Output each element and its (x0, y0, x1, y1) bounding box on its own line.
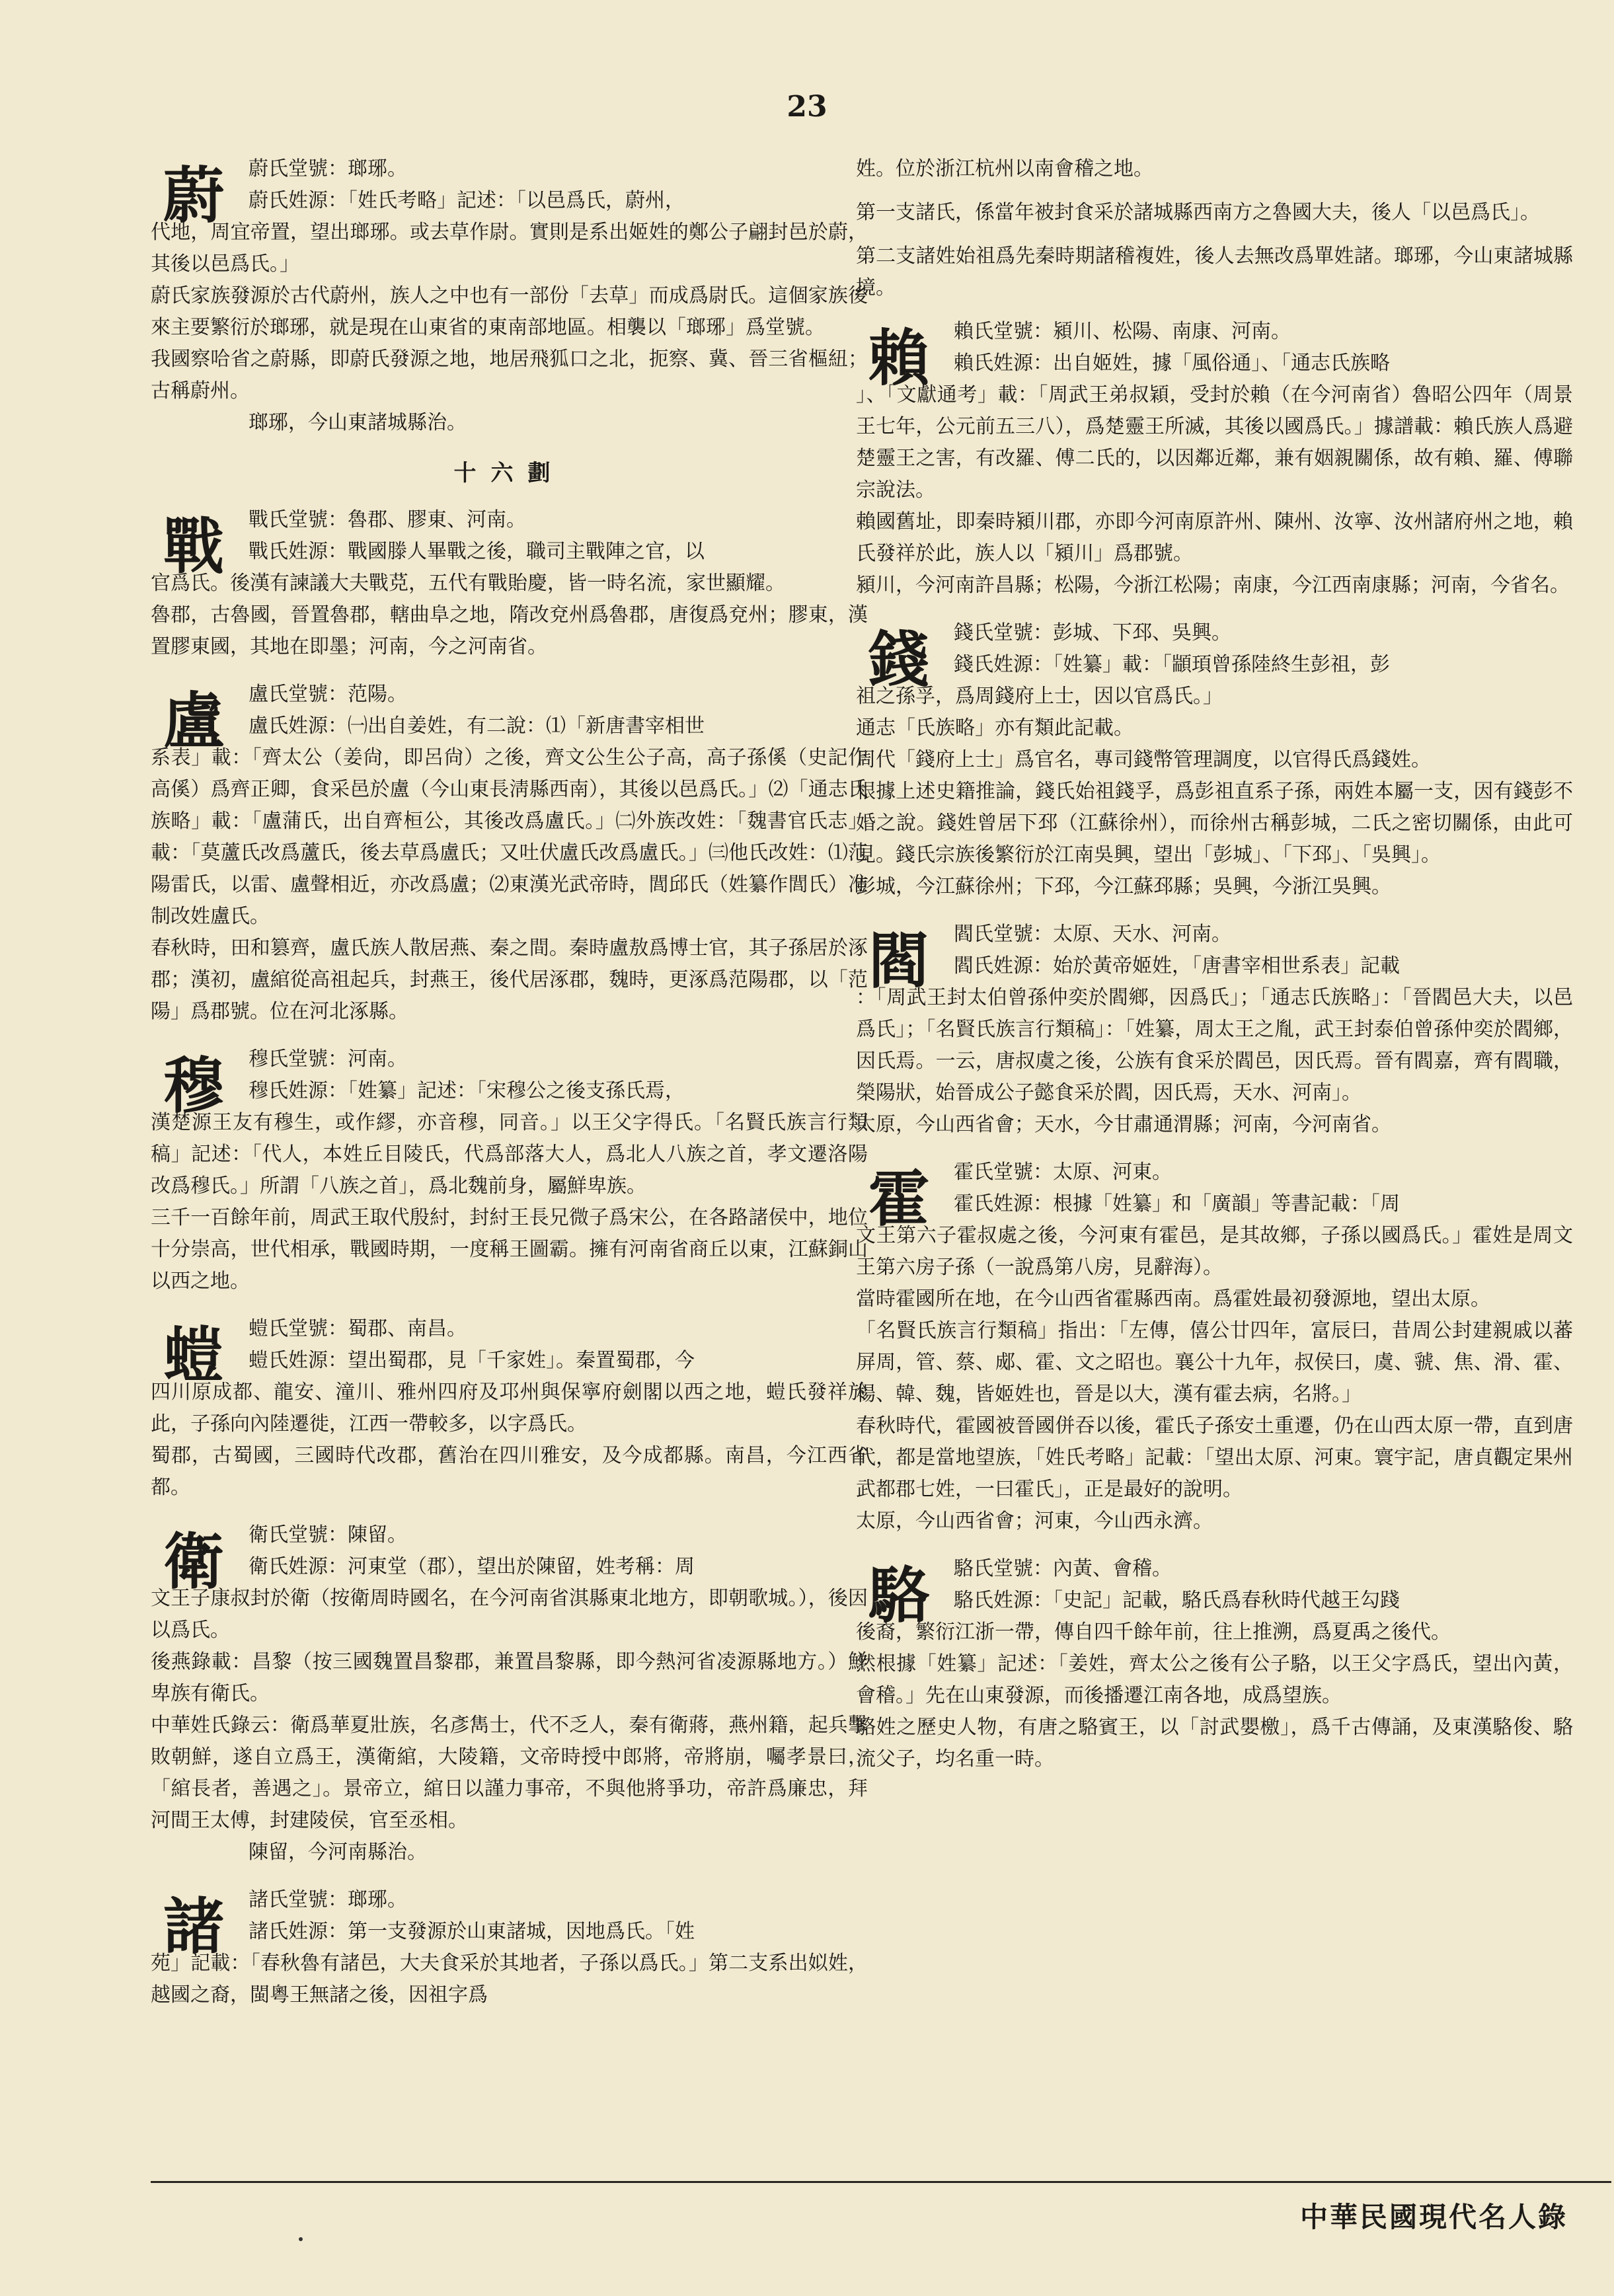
entry-line: 衛氏姓源：河東堂（郡），望出於陳留，姓考稱：周 (249, 1555, 695, 1578)
entry-line: 盧氏堂號：范陽。 (249, 683, 407, 706)
entry-line: 駱氏堂號：內黃、會稽。 (954, 1557, 1172, 1580)
entry-line: 霍氏堂號：太原、河東。 (954, 1161, 1172, 1184)
entry-line: 春秋時，田和篡齊，盧氏族人散居燕、秦之間。秦時盧敖爲博士官，其子孫居於涿郡；漢初，盧綰從高祖起兵，封燕王，後代居涿郡，魏時，更涿爲范陽郡，以「范陽」爲郡號。位在河北涿縣。 (151, 937, 868, 1023)
entry-line: 通志「氏族略」亦有類此記載。 (856, 716, 1134, 740)
entry-line: 我國察哈省之蔚縣，即蔚氏發源之地，地居飛狐口之北，扼察、冀、晉三省樞紐；古稱蔚州。 (151, 348, 868, 402)
entry-line: 陳留，今河南縣治。 (249, 1841, 427, 1864)
footer-title: 中華民國現代名人錄 (1299, 2201, 1568, 2233)
entry-line: 代地，周宜帝置，望出瑯琊。或去草作尉。實則是系出姬姓的鄭公子翩封邑於蔚，其後以邑爲氏。」 (151, 221, 868, 276)
entry-line: 閻氏姓源：始於黃帝姬姓，「唐書宰相世系表」記載 (954, 954, 1400, 977)
section-heading: 十六劃 (453, 460, 565, 486)
entry-line: 後裔，繁衍江浙一帶，傳自四千餘年前，往上推溯，爲夏禹之後代。 (856, 1621, 1451, 1644)
entry-line: 後燕錄載：昌黎（按三國魏置昌黎郡，兼置昌黎縣，即今熱河省凌源縣地方。）鮮卑族有衛氏。 (151, 1650, 868, 1705)
surname-character: 賴 (868, 323, 929, 394)
entry-line: 螘氏姓源：望出蜀郡，見「千家姓」。秦置蜀郡，今 (249, 1349, 695, 1372)
entry-line: 穆氏堂號：河南。 (249, 1048, 407, 1071)
entry-line: 賴氏堂號：潁川、松陽、南康、河南。 (954, 320, 1291, 343)
surname-entry-zhu (151, 1884, 868, 2011)
entry-line: 穆氏姓源：「姓纂」記述：「宋穆公之後支孫氏焉， (249, 1079, 685, 1102)
surname-entry-qian (856, 617, 1573, 903)
surname-entry-wei-2 (151, 1519, 868, 1868)
entry-line: 錢氏堂號：彭城、下邳、吳興。 (954, 621, 1231, 644)
entry-line: 螘氏堂號：蜀郡、南昌。 (249, 1317, 467, 1340)
entry-line: 官爲氏。後漢有諫議大夫戰莌，五代有戰貽慶，皆一時名流，家世顯耀。 (151, 572, 785, 595)
surname-entry-mu (151, 1044, 868, 1297)
surname-character: 盧 (163, 685, 224, 757)
surname-entry-zhan (151, 504, 868, 663)
entry-line: 戰氏堂號：魯郡、膠東、河南。 (249, 508, 526, 531)
entry-line: 諸氏堂號：瑯琊。 (249, 1888, 407, 1911)
surname-character: 諸 (163, 1891, 224, 1962)
entry-line: 中華姓氏錄云：衛爲華夏壯族，名彥雋士，代不乏人，秦有衛蔣，燕州籍，起兵擊敗朝鮮，遂自立爲王，漢衛綰，大陵籍，文帝時授中郎將，帝將崩，囑孝景曰，「綰長者，善遇之」。景帝立，綰日以謹力事帝，不與他將爭功，帝許爲廉忠，拜河間王太傅，封建陵侯，官至丞相。 (151, 1714, 868, 1832)
entry-line: 諸氏姓源：第一支發源於山東諸城，因地爲氏。「姓 (249, 1920, 695, 1943)
entry-line: 魯郡，古魯國，晉置魯郡，轄曲阜之地，隋改兗州爲魯郡，唐復爲兗州；膠東，漢置膠東國，其地在即墨；河南，今之河南省。 (151, 603, 868, 658)
surname-entry-lu (151, 679, 868, 1028)
entry-line: 蔚氏家族發源於古代蔚州，族人之中也有一部份「去草」而成爲尉氏。這個家族後來主要繁衍於瑯琊，就是現在山東省的東南部地區。相襲以「瑯琊」爲堂號。 (151, 284, 868, 339)
entry-line: ：「周武王封太伯曾孫仲奕於閻鄉，因爲氏」；「通志氏族略」：「晉閻邑大夫，以邑爲氏」；「名賢氏族言行類稿」：「姓纂，周太王之胤，武王封泰伯曾孫仲奕於閻鄉，因氏焉。一云，唐叔虞之後，公族有食采於閻邑，因氏焉。晉有閻嘉，齊有閻職，榮陽狀，始晉成公子懿食采於閻，因氏焉，天水、河南」。 (856, 986, 1573, 1104)
surname-entry-huo (856, 1157, 1573, 1537)
surname-character: 螘 (163, 1320, 224, 1391)
entry-line: 文王第六子霍叔處之後，今河東有霍邑，是其故鄉，子孫以國爲氏。」霍姓是周文王第六房子孫（一說爲第八房，見辭海）。 (856, 1224, 1573, 1279)
entry-line: 周代「錢府上士」爲官名，專司錢幣管理調度，以官得氏爲錢姓。 (856, 748, 1431, 771)
surname-character: 錢 (868, 624, 929, 695)
surname-entry-wei (151, 153, 868, 439)
entry-line: 閻氏堂號：太原、天水、河南。 (954, 923, 1231, 946)
entry-line: 駱姓之歷史人物，有唐之駱賓王，以「討武嬰檄」，爲千古傳誦，及東漢駱俊、駱流父子，均名重一時。 (856, 1716, 1573, 1771)
entry-line: 文王子康叔封於衛（按衛周時國名，在今河南省淇縣東北地方，即朝歌城。），後因以爲氏。 (151, 1587, 868, 1642)
entry-line: 三千一百餘年前，周武王取代殷紂，封紂王長兄微子爲宋公，在各路諸侯中，地位十分崇高，世代相承，戰國時期，一度稱王圖霸。擁有河南省商丘以東，江蘇銅山以西之地。 (151, 1206, 868, 1293)
entry-line: 祖之孫孚，爲周錢府上士，因以官爲氏。」 (856, 685, 1223, 708)
entry-line: 賴國舊址，即秦時潁川郡，亦即今河南原許州、陳州、汝寧、汝州諸府州之地，賴氏發祥於此，族人以「潁川」爲郡號。 (856, 510, 1573, 565)
entry-line: 彭城，今江蘇徐州；下邳，今江蘇邳縣；吳興，今浙江吳興。 (856, 875, 1391, 898)
surname-entry-yi (151, 1313, 868, 1504)
entry-line: 四川原成都、龍安、潼川、雅州四府及邛州與保寧府劍閣以西之地，螘氏發祥於此，子孫向內陸遷徙，江西一帶較多，以字爲氏。 (151, 1381, 868, 1435)
entry-line: 「名賢氏族言行類稿」指出：「左傳，僖公廿四年，富辰曰，昔周公封建親戚以蕃屏周，管、蔡、郕、霍、文之昭也。襄公十九年，叔侯曰，虞、虢、焦、滑、霍、楊、韓、魏，皆姬姓也，晉是以大，漢有霍去病，名將。」 (856, 1319, 1573, 1406)
entry-line: 駱氏姓源：「史記」記載，駱氏爲春秋時代越王勾踐 (954, 1589, 1400, 1612)
surname-character: 戰 (163, 511, 224, 582)
left-column (151, 153, 868, 2027)
surname-character: 衛 (163, 1526, 224, 1597)
entry-line: 太原，今山西省會；河東，今山西永濟。 (856, 1510, 1213, 1533)
entry-line: 蔚氏姓源：「姓氏考略」記述：「以邑爲氏，蔚州， (249, 189, 685, 212)
entry-line: 霍氏姓源：根據「姓纂」和「廣韻」等書記載：「周 (954, 1192, 1400, 1215)
print-dot (299, 2237, 303, 2241)
surname-entry-yan (856, 919, 1573, 1141)
entry-line: 根據上述史籍推論，錢氏始祖錢孚，爲彭祖直系子孫，兩姓本屬一支，因有錢彭不婚之說。錢姓曾居下邳（江蘇徐州），而徐州古稱彭城，二氏之密切關係，由此可見。錢氏宗族後繁衍於江南吳興，望出「彭城」、「下邳」、「吳興」。 (856, 780, 1573, 866)
entry-line: 當時霍國所在地，在今山西省霍縣西南。爲霍姓最初發源地，望出太原。 (856, 1287, 1490, 1311)
surname-entry-luo (856, 1553, 1573, 1775)
entry-line: 姓。位於浙江杭州以南會稽之地。 (856, 157, 1153, 180)
entry-line: 第一支諸氏，係當年被封食采於諸城縣西南方之魯國大夫，後人「以邑爲氏」。 (856, 201, 1540, 224)
entry-line: 然根據「姓纂」記述：「姜姓，齊太公之後有公子駱，以王父字爲氏，望出內黃，會稽。」先在山東發源，而後播遷江南各地，成爲望族。 (856, 1652, 1573, 1707)
surname-character: 駱 (868, 1560, 929, 1631)
surname-character: 霍 (868, 1163, 929, 1235)
entry-line: 太原，今山西省會；天水，今甘肅通渭縣；河南，今河南省。 (856, 1113, 1391, 1136)
entry-line: 第二支諸姓始祖爲先秦時期諸稽複姓，後人去無改爲單姓諸。瑯琊，今山東諸城縣境。 (856, 245, 1573, 299)
entry-line: 系表」載：「齊太公（姜尙，即呂尙）之後，齊文公生公子高，高子孫傒（史記作高傒）爲齊正卿，食采邑於盧（今山東長淸縣西南），其後以邑爲氏。」⑵「通志氏族略」載：「盧蒲氏，出自齊桓公，其後改爲盧氏。」㈡外族改姓：「魏書官氏志」載：「莫蘆氏改爲蘆氏，後去草爲盧氏；又吐伏盧氏改爲盧氏。」㈢他氏改姓：⑴范陽雷氏，以雷、盧聲相近，亦改爲盧；⑵東漢光武帝時，閭邱氏（姓纂作閭氏）准制改姓盧氏。 (151, 746, 868, 928)
surname-character: 閻 (868, 925, 929, 997)
surname-character: 穆 (163, 1050, 224, 1122)
page-number: 23 (787, 90, 827, 124)
entry-line: 賴氏姓源：出自姬姓，據「風俗通」、「通志氏族略 (954, 352, 1390, 375)
entry-line: 盧氏姓源：㈠出自姜姓，有二說：⑴「新唐書宰相世 (249, 714, 705, 738)
entry-line: 春秋時代，霍國被晉國併吞以後，霍氏子孫安土重遷，仍在山西太原一帶，直到唐代，都是當地望族，「姓氏考略」記載：「望出太原、河東。寰宇記，唐貞觀定果州武都郡七姓，一曰霍氏」，正是最好的說明。 (856, 1414, 1573, 1501)
entry-line: 錢氏姓源：「姓纂」載：「顓頊曾孫陸終生彭祖，彭 (954, 653, 1390, 676)
surname-character: 蔚 (163, 160, 224, 231)
right-column (856, 153, 1573, 1791)
entry-line: 瑯琊，今山東諸城縣治。 (249, 411, 467, 434)
entry-line: 潁川，今河南許昌縣；松陽，今浙江松陽；南康，今江西南康縣；河南，今省名。 (856, 574, 1570, 597)
entry-line: 」、「文獻通考」載：「周武王弟叔穎，受封於賴（在今河南省）魯昭公四年（周景王七年，公元前五三八），爲楚靈王所滅，其後以國爲氏。」據譜載：賴氏族人爲避楚靈王之害，有改羅、傅二氏的，以因鄰近鄰，兼有姻親關係，故有賴、羅、傅聯宗說法。 (856, 383, 1573, 502)
surname-entry-lai (856, 316, 1573, 601)
entry-line: 漢楚源王友有穆生，或作繆，亦音穆，同音。」以王父字得氏。「名賢氏族言行類稿」記述：「代人，本姓丘目陵氏，代爲部落大人，爲北人八族之首，孝文遷洛陽改爲穆氏。」所謂「八族之首」，爲北魏前身，屬鮮卑族。 (151, 1111, 868, 1198)
entry-line: 蔚氏堂號：瑯琊。 (249, 157, 407, 180)
entry-line: 戰氏姓源：戰國滕人畢戰之後，職司主戰陣之官，以 (249, 540, 705, 563)
footer-rule (151, 2181, 1611, 2183)
entry-line: 蜀郡，古蜀國，三國時代改郡，舊治在四川雅安，及今成都縣。南昌，今江西省都。 (151, 1444, 868, 1499)
entry-line: 苑」記載：「春秋魯有諸邑，大夫食采於其地者，子孫以爲氏。」第二支系出姒姓，越國之裔，閩粵王無諸之後，因祖字爲 (151, 1952, 868, 2007)
entry-line: 衛氏堂號：陳留。 (249, 1523, 407, 1547)
